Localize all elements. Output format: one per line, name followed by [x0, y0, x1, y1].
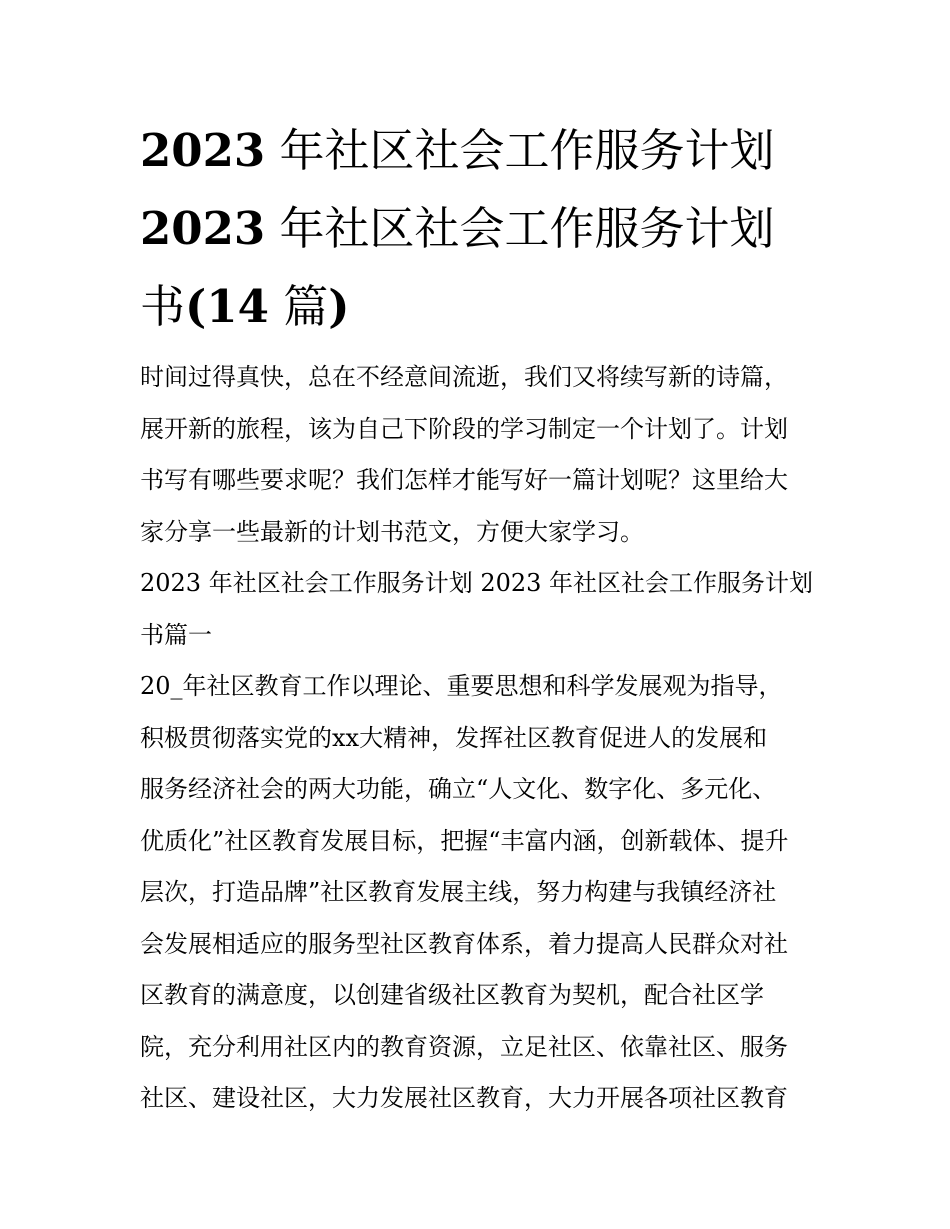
intro-line: 时间过得真快，总在不经意间流逝，我们又将续写新的诗篇，	[140, 363, 788, 391]
section-heading-line: 书篇一	[140, 620, 212, 649]
title-line-2	[140, 190, 820, 268]
document-content	[140, 112, 820, 1125]
body-line: 区教育的满意度，以创建省级社区教育为契机，配合社区学	[140, 981, 764, 1009]
title-line-3	[140, 268, 820, 346]
title-latin-text: 2023	[140, 202, 266, 255]
intro-paragraph	[140, 352, 820, 558]
document-title	[140, 112, 820, 346]
title-latin-text: 2023	[140, 124, 266, 177]
body-line: 层次，打造品牌”社区教育发展主线，努力构建与我镇经济社	[140, 878, 777, 906]
intro-line: 展开新的旅程，该为自己下阶段的学习制定一个计划了。计划	[140, 414, 788, 443]
title-cjk-text: 篇	[268, 280, 329, 333]
title-line-1	[140, 112, 820, 190]
title-cjk-text: 书	[140, 280, 186, 333]
section-heading	[140, 558, 820, 661]
body-line: 服务经济社会的两大功能，确立“人文化、数字化、多元化、	[140, 775, 777, 803]
body-line: 会发展相适应的服务型社区教育体系，着力提高人民群众对社	[140, 929, 788, 958]
title-latin-text: (14	[185, 280, 269, 333]
intro-line: 书写有哪些要求呢？我们怎样才能写好一篇计划呢？这里给大	[140, 466, 788, 494]
body-paragraph	[140, 661, 820, 1125]
title-cjk-text: 年社区社会工作服务计划	[265, 124, 775, 177]
body-line: 20_年社区教育工作以理论、重要思想和科学发展观为指导，	[140, 672, 783, 700]
title-cjk-text: 年社区社会工作服务计划	[265, 202, 775, 255]
body-line: 院，充分利用社区内的教育资源，立足社区、依靠社区、服务	[140, 1032, 788, 1061]
body-line: 积极贯彻落实党的xx大精神，发挥社区教育促进人的发展和	[140, 723, 768, 752]
title-latin-text: )	[328, 280, 350, 333]
body-line: 社区、建设社区，大力发展社区教育，大力开展各项社区教育	[140, 1084, 788, 1112]
body-line: 优质化”社区教育发展目标，把握“丰富内涵，创新载体、提升	[140, 826, 789, 855]
section-heading-line: 2023 年社区社会工作服务计划 2023 年社区社会工作服务计划	[140, 569, 814, 597]
intro-line: 家分享一些最新的计划书范文，方便大家学习。	[140, 517, 644, 546]
